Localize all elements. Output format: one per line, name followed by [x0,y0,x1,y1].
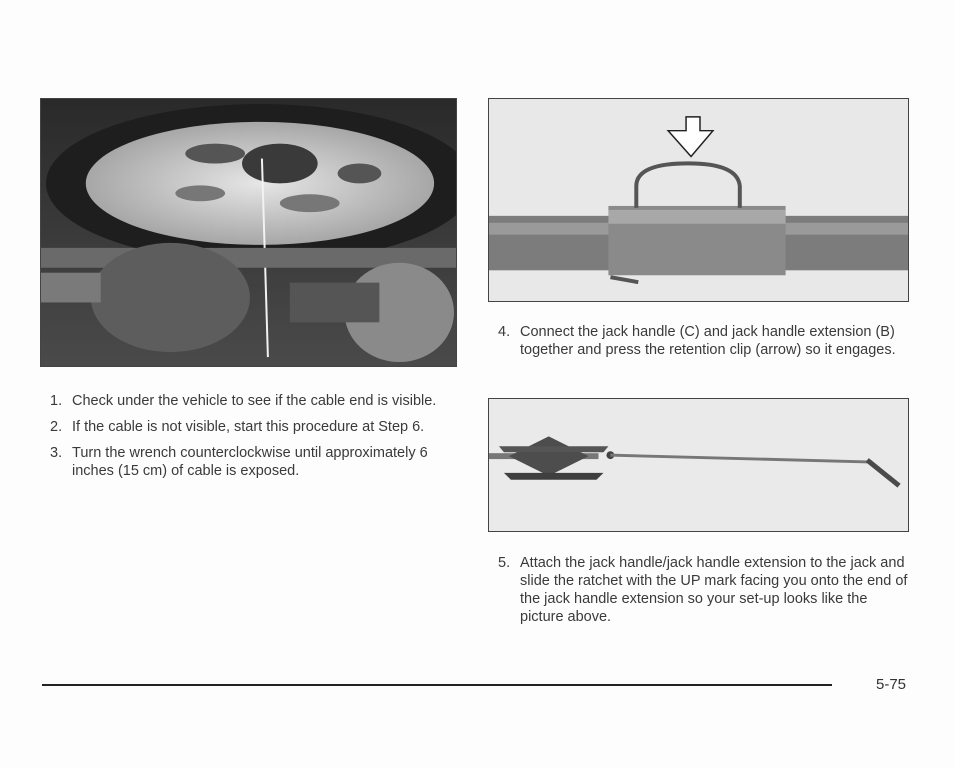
step-number: 2. [50,419,63,435]
jack-handle-connection-photo [488,98,909,302]
footer-rule [42,684,832,686]
step-item [50,444,460,480]
step-item [50,418,460,436]
step-text: Attach the jack handle/jack handle extension to the jack and slide the ratchet with the UP mark facing you onto the end of the jack handle extension so your set-up looks like the picture above. [520,555,908,625]
jack-assembly-photo [488,398,909,532]
step-item [50,392,460,410]
instruction-steps-list [50,392,460,488]
step-text: If the cable is not visible, start this procedure at Step 6. [72,419,425,435]
step-item [498,554,908,626]
step-4-list [498,323,908,367]
step-5-list [498,554,908,634]
step-text: Check under the vehicle to see if the cable end is visible. [72,393,437,409]
step-number: 3. [50,445,63,461]
step-text: Connect the jack handle (C) and jack handle extension (B) together and press the retention clip (arrow) so it engages. [520,324,896,358]
spare-tire-photo [40,98,457,367]
step-number: 5. [498,555,511,571]
step-item [498,323,908,359]
step-number: 1. [50,393,63,409]
step-number: 4. [498,324,511,340]
step-text: Turn the wrench counterclockwise until approximately 6 inches (15 cm) of cable is exposed. [72,445,428,479]
page-number: 5-75 [876,676,907,693]
